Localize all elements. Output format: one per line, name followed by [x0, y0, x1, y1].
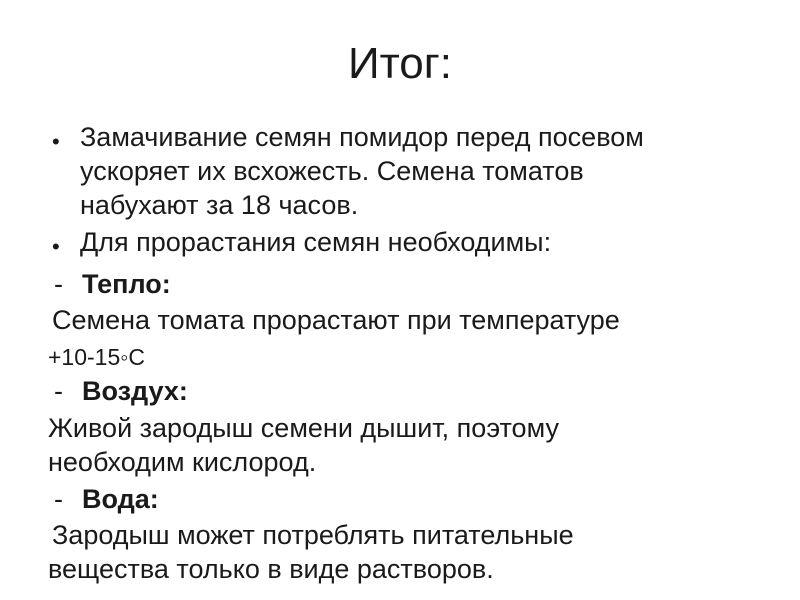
- warmth-heading: Тепло:: [82, 269, 171, 299]
- dash-marker: -: [54, 269, 63, 299]
- water-line2: вещества только в виде растворов.: [48, 554, 494, 584]
- warmth-line2: +10-15◦С: [48, 344, 146, 370]
- water-heading: Вода:: [82, 484, 159, 514]
- bullet-marker: •: [52, 234, 60, 259]
- bullet1-line2: ускоряет их всхожесть. Семена томатов: [80, 156, 584, 186]
- air-line2: необходим кислород.: [48, 447, 317, 477]
- dash-marker: -: [54, 376, 63, 406]
- bullet1-line3: набухают за 18 часов.: [80, 190, 359, 220]
- warmth-line1: Семена томата прорастают при температуре: [52, 305, 620, 335]
- air-line1: Живой зародыш семени дышит, поэтому: [48, 413, 559, 443]
- bullet2-text: Для прорастания семян необходимы:: [80, 227, 552, 257]
- bullet1-line1: Замачивание семян помидор перед посевом: [80, 122, 644, 152]
- air-heading: Воздух:: [82, 376, 188, 406]
- bullet-marker: •: [52, 129, 60, 154]
- dash-marker: -: [54, 484, 63, 514]
- water-line1: Зародыш может потреблять питательные: [52, 520, 574, 550]
- slide-title: Итог:: [347, 39, 453, 88]
